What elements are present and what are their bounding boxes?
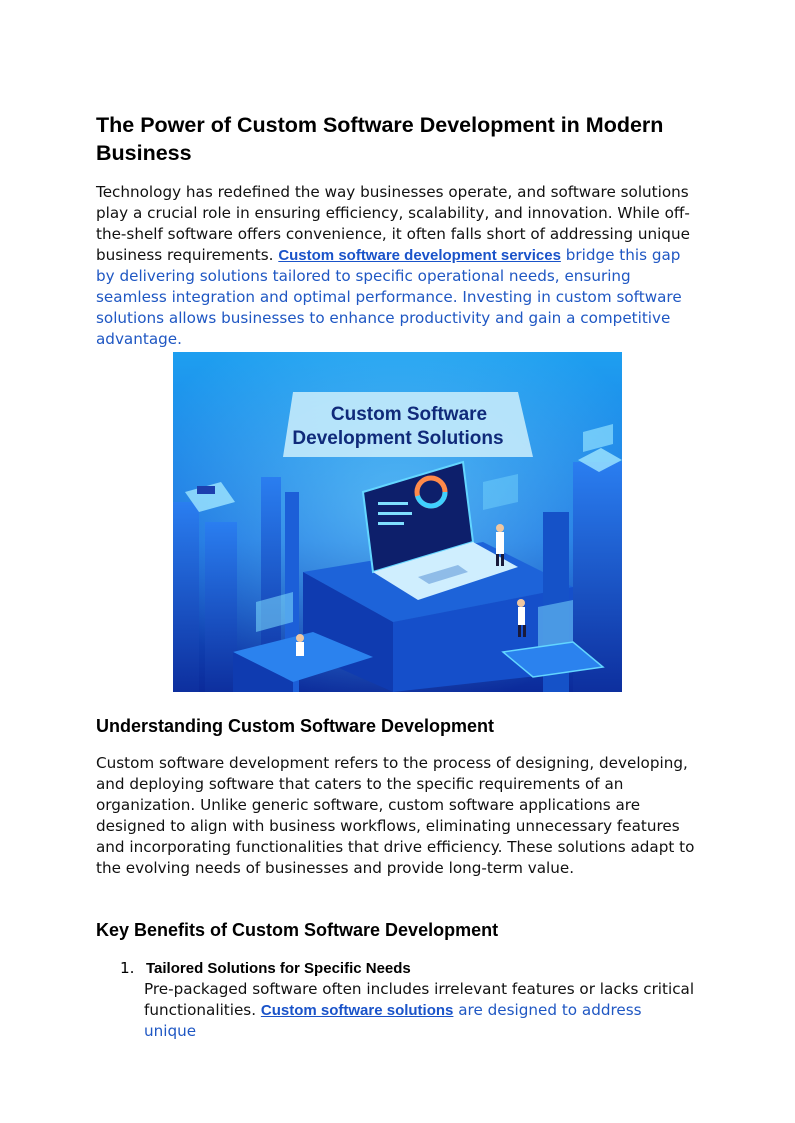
hero-illustration (173, 352, 622, 692)
section-heading-understanding: Understanding Custom Software Development (96, 716, 495, 736)
section-heading-benefits: Key Benefits of Custom Software Development (96, 920, 499, 940)
hero-headline-2: Development Solutions (292, 428, 504, 449)
list-item-title: Tailored Solutions for Specific Needs (146, 960, 411, 977)
hero-graphic (173, 352, 622, 692)
list-item-after-text: are designed to address unique (144, 1001, 642, 1040)
list-item (96, 958, 696, 1042)
custom-software-services-link[interactable]: Custom software development services (278, 247, 561, 264)
intro-paragraph (96, 182, 696, 350)
page-title: The Power of Custom Software Development in Modern Business (96, 113, 664, 165)
list-item-text: Pre-packaged software often includes irrelevant features or lacks critical functionalities. (144, 980, 695, 1019)
list-item-number: 1. (120, 959, 135, 977)
hero-headline-1: Custom Software (330, 404, 488, 425)
list-item-body (144, 980, 694, 1040)
intro-text: Technology has redefined the way businesses operate, and software solutions play a crucial role in ensuring efficiency, scalability, and innovation. While off-the-shelf software offers convenience, it often falls short of addressing unique business requirements. (96, 183, 690, 264)
benefits-list (96, 958, 696, 1042)
custom-software-solutions-link[interactable]: Custom software solutions (260, 1002, 454, 1019)
section-understanding-paragraph: Custom software development refers to the process of designing, developing, and deploying software that caters to the specific requirements of an organization. Unlike generic software, custom software applications are designed to align with business workflows, eliminating unnecessary features and incorporating functionalities that drive efficiency. These solutions adapt to the evolving needs of businesses and provide long-term value. (96, 754, 695, 877)
intro-after-text: bridge this gap by delivering solutions tailored to specific operational needs, ensuring seamless integration and optimal performance. Investing in custom software solutions allows businesses to enhance productivity and gain a competitive advantage. (96, 246, 682, 348)
